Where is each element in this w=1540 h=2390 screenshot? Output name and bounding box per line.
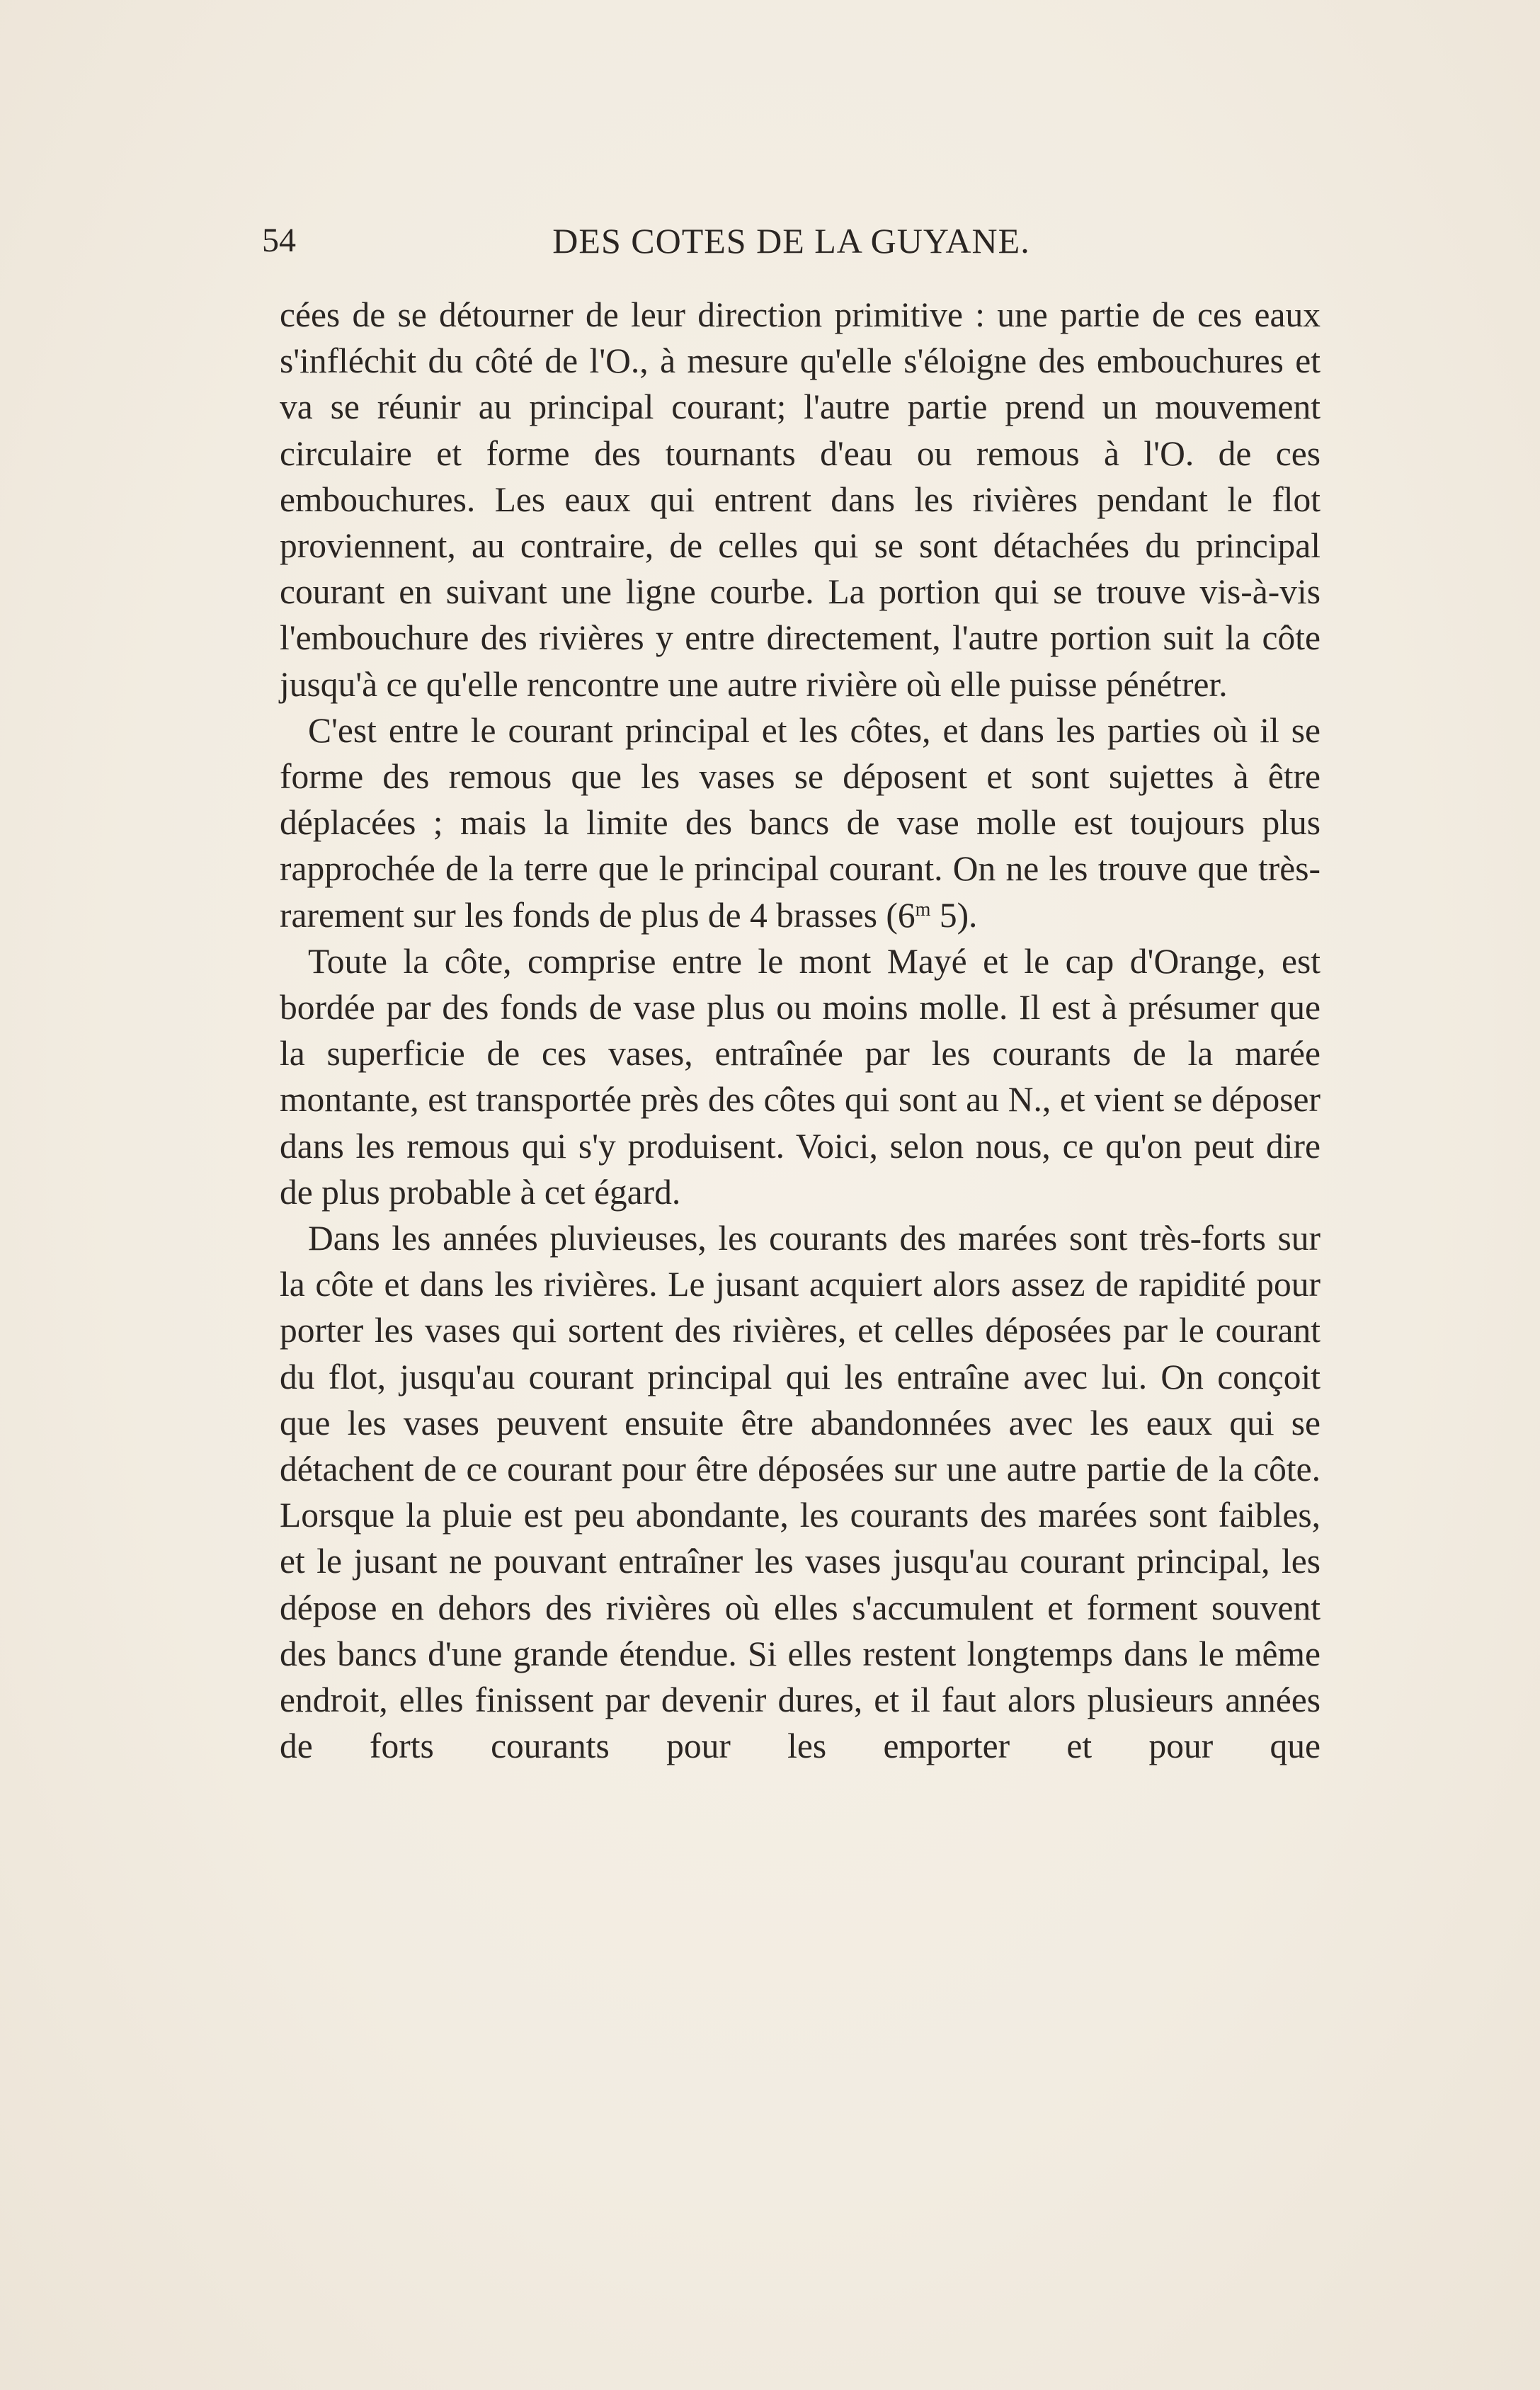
page-header: [262, 216, 1321, 266]
running-head: DES COTES DE LA GUYANE.: [552, 221, 1030, 261]
superscript-unit: m: [915, 898, 931, 921]
paragraph-3: Toute la côte, comprise entre le mont Mayé et le cap d'Orange, est bordée par des fonds de vase plus ou moins molle. Il est à présumer que la superficie de ces vases, entraînée par les courants de la marée montante, est transportée près des côtes qui sont au N., et vient se déposer dans les remous qui s'y produisent. Voici, selon nous, ce qu'on peut dire de plus probable à cet égard.: [280, 941, 1321, 1212]
paragraph-2: [280, 707, 1321, 938]
paragraph-4: Dans les années pluvieuses, les courants des marées sont très-forts sur la côte et dans les rivières. Le jusant acquiert alors assez de rapidité pour porter les vases qui sortent des rivières, et celles déposées par le courant du flot, jusqu'au courant principal qui les entraîne avec lui. On conçoit que les vases peuvent ensuite être abandonnées avec les eaux qui se détachent de ce courant pour être déposées sur une autre partie de la côte. Lorsque la pluie est peu abondante, les courants des marées sont faibles, et le jusant ne pouvant entraîner les vases jusqu'au courant principal, les dépose en dehors des rivières où elles s'accumulent et forment souvent des bancs d'une grande étendue. Si elles restent longtemps dans le même endroit, elles finissent par devenir dures, et il faut alors plusieurs années de forts courants pour les emporter et pour que: [280, 1219, 1321, 1766]
paragraph-2-text: C'est entre le courant principal et les côtes, et dans les parties où il se forme des remous que les vases se déposent et sont sujettes à être déplacées ; mais la limite des bancs de vase molle est toujours plus rapprochée de la terre que le principal courant. On ne les trouve que très-rarement sur les fonds de plus de 4 brasses (6: [280, 710, 1321, 935]
paragraph-2-text-end: 5).: [930, 895, 978, 935]
body-text: [280, 292, 1321, 1770]
paragraph-1: cées de se détourner de leur direction primitive : une partie de ces eaux s'infléchit du côté de l'O., à mesure qu'elle s'éloigne des embouchures et va se réunir au principal courant; l'autre partie prend un mouvement circulaire et forme des tournants d'eau ou remous à l'O. de ces embouchures. Les eaux qui entrent dans les rivières pendant le flot proviennent, au contraire, de celles qui se sont détachées du principal courant en suivant une ligne courbe. La portion qui se trouve vis-à-vis l'embouchure des rivières y entre directement, l'autre portion suit la côte jusqu'à ce qu'elle rencontre une autre rivière où elle puisse pénétrer.: [280, 295, 1321, 704]
page-number: 54: [262, 222, 296, 259]
